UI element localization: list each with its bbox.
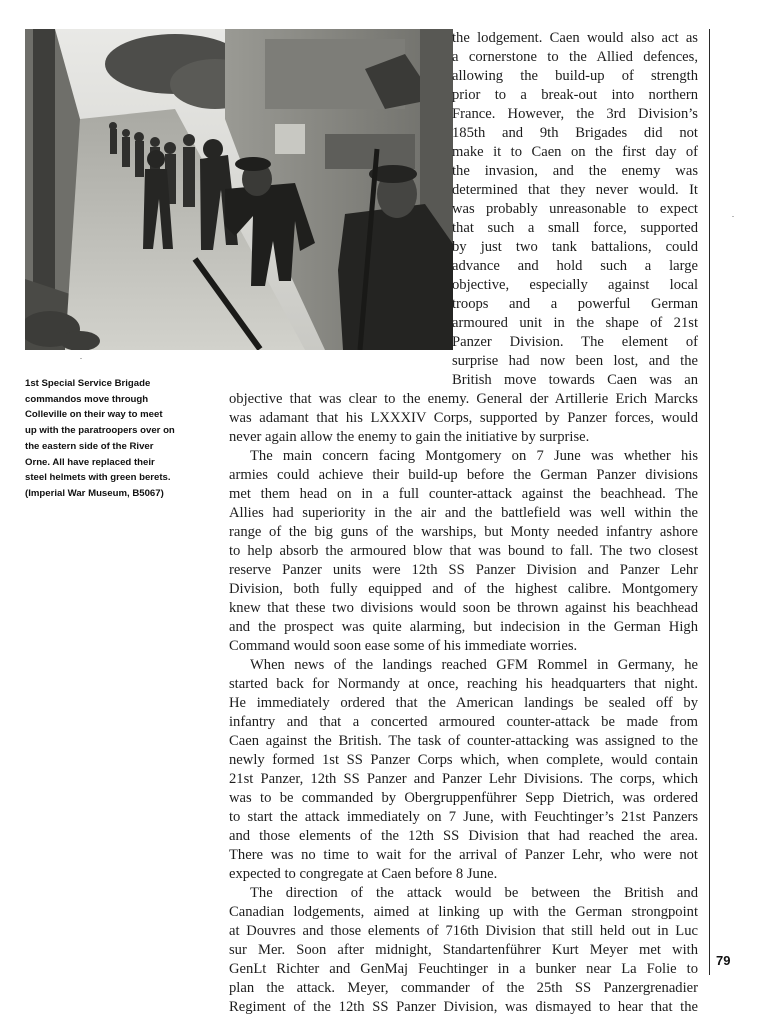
photo-image (25, 29, 453, 350)
body-line: started back for Normandy at once, reaching his headquarters that night. (229, 676, 698, 692)
body-line: objective, especially against local (452, 277, 698, 293)
body-line: surprise had now been lost, and the (452, 353, 698, 369)
body-line: the invasion, and the enemy was (452, 163, 698, 179)
body-line: was to be commanded by Obergruppenführer Sepp Dietrich, was ordered (229, 790, 698, 806)
body-line: Division, both fully equipped and of the highest calibre. Montgomery (229, 581, 698, 597)
body-line: and those elements of the 12th SS Division that had reached the area. (229, 828, 698, 844)
body-line: 185th and 9th Brigades did not (452, 125, 698, 141)
body-line: the lodgement. Caen would also act as (452, 30, 698, 46)
caption-line: Colleville on their way to meet (25, 409, 163, 421)
caption-line: (Imperial War Museum, B5067) (25, 487, 164, 499)
body-line: advance and hold such a large (452, 258, 698, 274)
body-line: to start the attack immediately on 7 June, with Feuchtinger’s 21st Panzers (229, 809, 698, 825)
body-line: expected to congregate at Caen before 8 June. (229, 866, 498, 882)
body-line: Canadian lodgements, aimed at linking up with the German strongpoint (229, 904, 698, 920)
body-line: objective that was clear to the enemy. General der Artillerie Erich Marcks (229, 391, 698, 407)
caption-line: Orne. All have replaced their (25, 456, 155, 468)
body-line: armies could achieve their build-up before the German Panzer divisions (229, 467, 698, 483)
body-line: was probably unreasonable to expect (452, 201, 698, 217)
photo-commandos-marching (25, 29, 453, 350)
body-line: Regiment of the 12th SS Panzer Division, was dismayed to hear that the (229, 999, 698, 1015)
body-line: British move towards Caen was an (452, 372, 698, 388)
body-line: never again allow the enemy to gain the initiative by surprise. (229, 429, 590, 445)
scan-speck (80, 358, 82, 359)
body-line: was adamant that his LXXXIV Corps, supported by Panzer forces, would (229, 410, 698, 426)
body-line: The main concern facing Montgomery on 7 June was whether his (250, 448, 698, 464)
caption-line: the eastern side of the River (25, 440, 154, 452)
body-line: Allies had superiority in the air and the battlefield was well within the (229, 505, 698, 521)
caption-line: up with the paratroopers over on (25, 425, 175, 437)
body-line: range of the big guns of the warships, but Monty needed infantry ashore (229, 524, 698, 540)
body-line: sur Mer. Soon after midnight, Standartenführer Kurt Meyer met with (229, 942, 698, 958)
body-line: France. However, the 3rd Division’s (452, 106, 698, 122)
body-line: Caen against the British. The task of counter-attacking was assigned to the (229, 733, 698, 749)
body-line: to help absorb the armoured blow that was bound to fall. The two closest (229, 543, 698, 559)
body-line: a cornerstone to the Allied defences, (452, 49, 698, 65)
body-line: armoured unit in the shape of 21st (452, 315, 698, 331)
body-line: by just two tank battalions, could (452, 239, 698, 255)
body-line: determined that they never would. It (452, 182, 698, 198)
body-line: GenLt Richter and GenMaj Feuchtinger in a bunker near La Folie to (229, 961, 698, 977)
body-line: prior to a break-out into northern (452, 87, 698, 103)
body-line: that such a small force, supported (452, 220, 698, 236)
body-line: Command would soon ease some of his immediate worries. (229, 638, 578, 654)
body-line: plan the attack. Meyer, commander of the 25th SS Panzergrenadier (229, 980, 698, 996)
caption-line: commandos move through (25, 393, 149, 405)
body-line: infantry and that a concerted armoured counter-attack be made from (229, 714, 698, 730)
photo-caption (25, 376, 213, 502)
body-line: troops and a powerful German (452, 296, 698, 312)
body-line: Panzer Division. The element of (452, 334, 698, 350)
body-line: There was no time to wait for the arrival of Panzer Lehr, who were not (229, 847, 698, 863)
body-line: newly formed 1st SS Panzer Corps which, when complete, would contain (229, 752, 698, 768)
body-line: 21st Panzer, 12th SS Panzer and Panzer Lehr Divisions. The corps, which (229, 771, 698, 787)
body-line: and the prospect was quite alarming, but indecision in the German High (229, 619, 698, 635)
body-line: knew that these two divisions would soon be thrown against his beachhead (229, 600, 698, 616)
body-line: met them head on in a full counter-attack against the beachhead. The (229, 486, 698, 502)
body-line: at Douvres and those elements of 716th Division that still held out in Luc (229, 923, 698, 939)
body-line: When news of the landings reached GFM Rommel in Germany, he (250, 657, 698, 673)
body-line: make it to Caen on the first day of (452, 144, 698, 160)
caption-line: 1st Special Service Brigade (25, 378, 151, 389)
body-line: He immediately ordered that the American landings be sealed off by (229, 695, 698, 711)
body-line: reserve Panzer units were 12th SS Panzer Division and Panzer Lehr (229, 562, 698, 578)
body-line: The direction of the attack would be between the British and (250, 885, 698, 901)
page-number: 79 (716, 953, 731, 968)
body-line: allowing the build-up of strength (452, 68, 698, 84)
column-rule (709, 29, 710, 975)
caption-line: steel helmets with green berets. (25, 472, 171, 484)
scan-speck (732, 216, 734, 217)
